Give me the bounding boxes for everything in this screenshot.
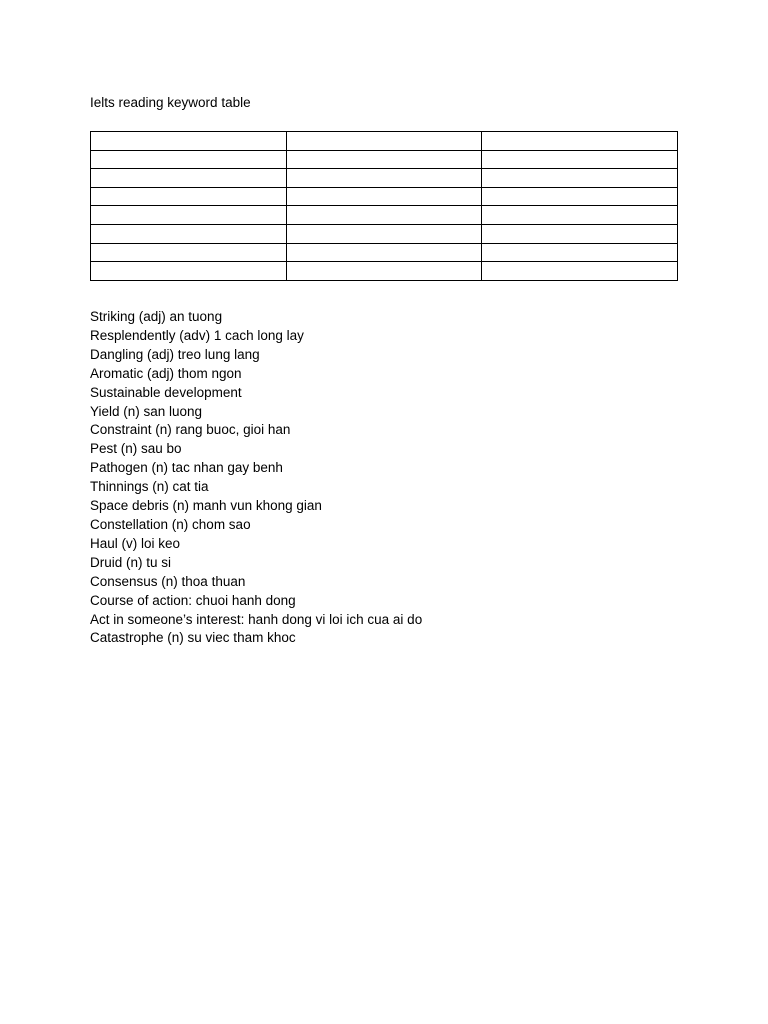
vocabulary-item: Aromatic (adj) thom ngon: [90, 365, 242, 381]
table-cell: [286, 150, 482, 169]
vocabulary-item: Druid (n) tu si: [90, 554, 172, 570]
table-row: [91, 187, 678, 206]
vocabulary-item: Course of action: chuoi hanh dong: [90, 592, 296, 608]
table-row: [91, 224, 678, 243]
table-cell: [91, 150, 287, 169]
table-cell: [91, 132, 287, 151]
table-cell: [91, 169, 287, 188]
keyword-table: [90, 131, 678, 281]
vocabulary-item: Haul (v) loi keo: [90, 535, 181, 551]
vocabulary-item: Constraint (n) rang buoc, gioi han: [90, 422, 291, 438]
table-cell: [286, 206, 482, 225]
table-cell: [482, 224, 678, 243]
vocabulary-item: Striking (adj) an tuong: [90, 309, 223, 324]
table-cell: [482, 243, 678, 262]
table-row: [91, 132, 678, 151]
table-row: [91, 262, 678, 281]
vocabulary-item: Sustainable development: [90, 384, 242, 400]
document-title: Ielts reading keyword table: [90, 95, 251, 110]
table-cell: [482, 206, 678, 225]
table-row: [91, 243, 678, 262]
table-cell: [286, 224, 482, 243]
table-row: [91, 169, 678, 188]
vocabulary-item: Yield (n) san luong: [90, 403, 203, 419]
table-cell: [91, 262, 287, 281]
table-cell: [482, 150, 678, 169]
table-cell: [482, 132, 678, 151]
table-cell: [91, 224, 287, 243]
table-cell: [286, 243, 482, 262]
table-cell: [91, 187, 287, 206]
table-row: [91, 150, 678, 169]
vocabulary-item: Pest (n) sau bo: [90, 441, 182, 457]
vocabulary-item: Thinnings (n) cat tia: [90, 479, 209, 495]
vocabulary-item: Resplendently (adv) 1 cach long lay: [90, 327, 304, 343]
table-cell: [482, 187, 678, 206]
table-cell: [286, 262, 482, 281]
vocabulary-item: Catastrophe (n) su viec tham khoc: [90, 630, 296, 646]
table-cell: [286, 132, 482, 151]
vocabulary-item: Dangling (adj) treo lung lang: [90, 346, 260, 362]
table-cell: [91, 243, 287, 262]
vocabulary-item: Consensus (n) thoa thuan: [90, 573, 246, 589]
table-cell: [482, 169, 678, 188]
vocabulary-item: Act in someone’s interest: hanh dong vi loi ich cua ai do: [90, 611, 423, 627]
vocabulary-item: Pathogen (n) tac nhan gay benh: [90, 460, 283, 476]
table-cell: [286, 169, 482, 188]
table-row: [91, 206, 678, 225]
table-cell: [286, 187, 482, 206]
vocabulary-list: [90, 308, 422, 648]
table-cell: [482, 262, 678, 281]
vocabulary-item: Constellation (n) chom sao: [90, 516, 251, 532]
vocabulary-item: Space debris (n) manh vun khong gian: [90, 498, 322, 514]
table-cell: [91, 206, 287, 225]
